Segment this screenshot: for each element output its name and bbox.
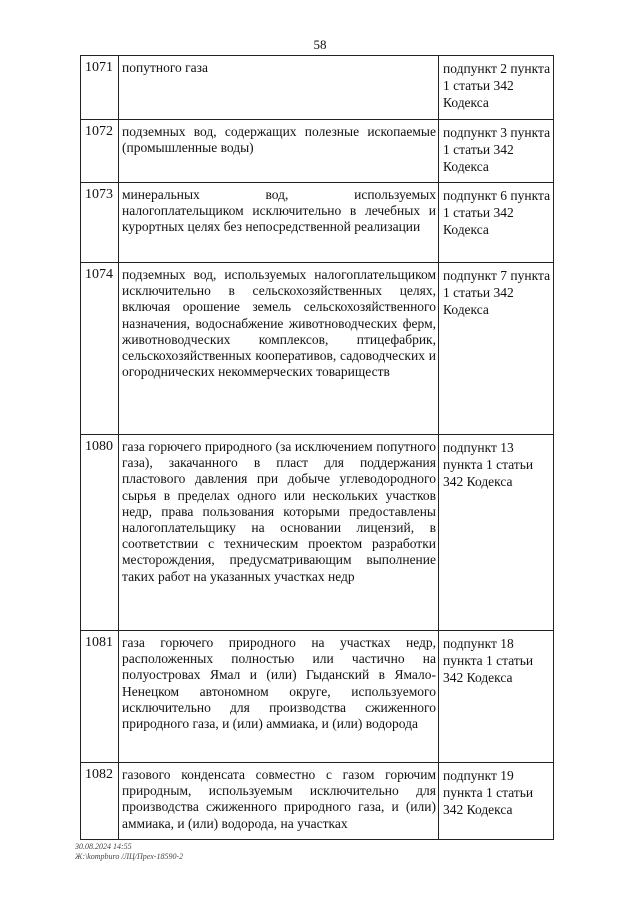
code-table — [80, 55, 554, 840]
footer-timestamp: 30.08.2024 14:55 — [75, 842, 132, 851]
row-reference: подпункт 3 пункта 1 статьи 342 Кодекса — [439, 120, 554, 183]
row-description: попутного газа — [119, 56, 439, 120]
row-code: 1080 — [81, 435, 119, 631]
row-code: 1082 — [81, 763, 119, 840]
footer-file-path: Ж:\kompburo /ЛЦ/Прех-18590-2 — [75, 852, 184, 861]
table-row — [81, 435, 554, 631]
row-reference: подпункт 19 пункта 1 статьи 342 Кодекса — [439, 763, 554, 840]
row-reference: подпункт 2 пункта 1 статьи 342 Кодекса — [439, 56, 554, 120]
row-reference: подпункт 6 пункта 1 статьи 342 Кодекса — [439, 183, 554, 263]
table-row — [81, 763, 554, 840]
table-row — [81, 120, 554, 183]
row-description: газа горючего природного (за исключением попутного газа), закачанного в пласт для поддержания пластового давления при добыче углеводородного сырья в пределах одного или нескольких участков недр, права пользования которыми предоставлены налогоплательщику на основании лицензий, в соответствии с техническим проектом разработки месторождения, предусматривающим выполнение таких работ на указанных участках недр — [119, 435, 439, 631]
row-description: минеральных вод, используемых налогоплательщиком исключительно в лечебных и курортных целях без непосредственной реализации — [119, 183, 439, 263]
row-code: 1071 — [81, 56, 119, 120]
row-description: газа горючего природного на участках недр, расположенных полностью или частично на полуостровах Ямал и (или) Гыданский в Ямало-Ненецком автономном округе, используемого исключительно для производства сжиженного природного газа, и (или) аммиака, и (или) водорода — [119, 631, 439, 763]
row-code: 1074 — [81, 263, 119, 435]
page-number: 58 — [313, 37, 327, 52]
table-row — [81, 263, 554, 435]
table-row — [81, 183, 554, 263]
row-code: 1073 — [81, 183, 119, 263]
row-code: 1081 — [81, 631, 119, 763]
row-code: 1072 — [81, 120, 119, 183]
row-description: газового конденсата совместно с газом горючим природным, используемым исключительно для производства сжиженного природного газа, и (или) аммиака, и (или) водорода, на участках — [119, 763, 439, 840]
row-reference: подпункт 13 пункта 1 статьи 342 Кодекса — [439, 435, 554, 631]
row-reference: подпункт 18 пункта 1 статьи 342 Кодекса — [439, 631, 554, 763]
table-row — [81, 56, 554, 120]
table-row — [81, 631, 554, 763]
row-description: подземных вод, используемых налогоплательщиком исключительно в сельскохозяйственных целях, включая орошение земель сельскохозяйственного назначения, водоснабжение животноводческих ферм, животноводческих комплексов, птицефабрик, сельскохозяйственных кооперативов, садоводческих и огороднических некоммерческих товариществ — [119, 263, 439, 435]
row-description: подземных вод, содержащих полезные ископаемые (промышленные воды) — [119, 120, 439, 183]
footer — [75, 842, 183, 862]
row-reference: подпункт 7 пункта 1 статьи 342 Кодекса — [439, 263, 554, 435]
